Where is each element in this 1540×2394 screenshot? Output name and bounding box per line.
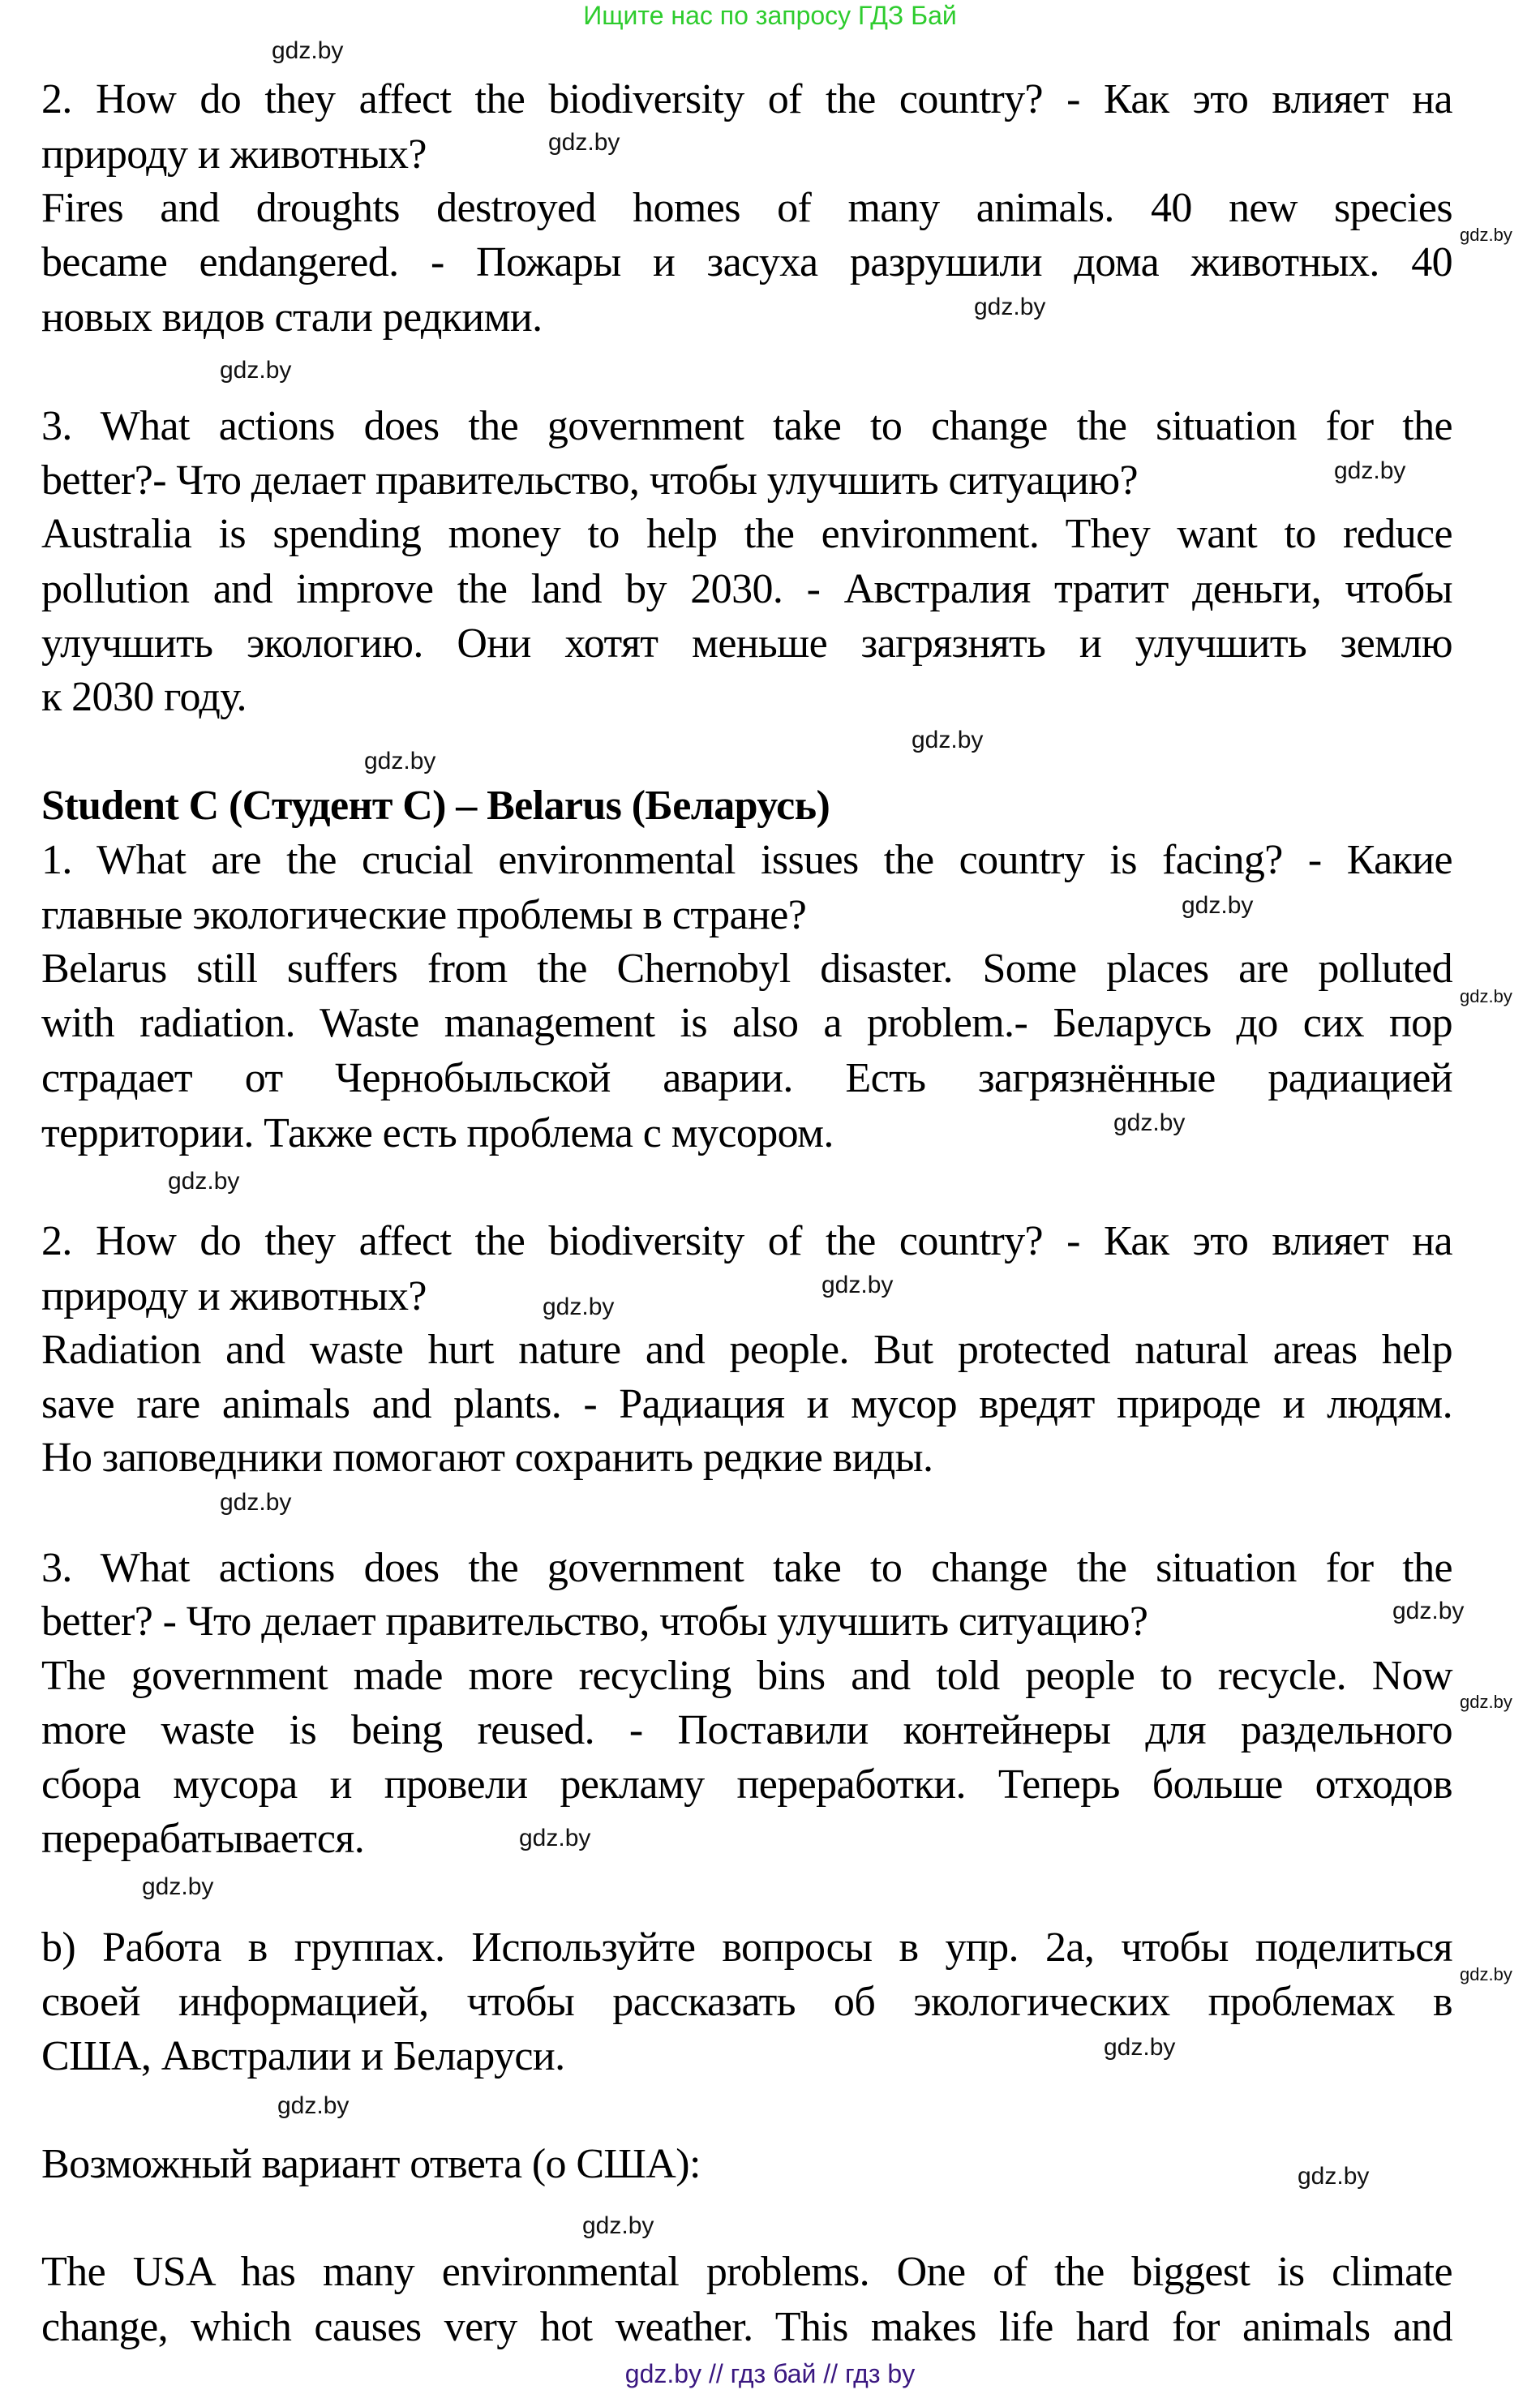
- sample-line: change, which causes very hot weather. This makes life hard for animals and: [41, 2304, 1452, 2350]
- watermark: gdz.by: [1460, 1964, 1512, 1984]
- answer-line: with radiation. Waste management is also a problem.- Беларусь до сих пор: [41, 1000, 1452, 1046]
- watermark: gdz.by: [364, 748, 436, 774]
- question-line: 3. What actions does the government take to change the situation for the: [41, 403, 1452, 449]
- answer-line: more waste is being reused. - Поставили контейнеры для раздельного: [41, 1707, 1452, 1753]
- answer-line: перерабатывается.: [41, 1816, 365, 1862]
- footer-links[interactable]: gdz.by // гдз бай // гдз by: [624, 2359, 916, 2388]
- question-line: 3. What actions does the government take to change the situation for the: [41, 1545, 1452, 1591]
- question-line: природу и животных?: [41, 1273, 427, 1319]
- watermark: gdz.by: [220, 1489, 292, 1516]
- answer-line: Australia is spending money to help the environment. They want to reduce: [41, 511, 1452, 557]
- watermark: gdz.by: [168, 1168, 240, 1195]
- answer-line: The government made more recycling bins and told people to recycle. Now: [41, 1653, 1452, 1699]
- watermark: gdz.by: [1334, 457, 1406, 484]
- answer-line: территории. Также есть проблема с мусором.: [41, 1110, 834, 1156]
- watermark: gdz.by: [1460, 1692, 1512, 1712]
- question-line: главные экологические проблемы в стране?: [41, 892, 807, 938]
- answer-line: к 2030 году.: [41, 674, 247, 720]
- student-c-heading: Student C (Студент C) – Belarus (Беларусь): [41, 783, 830, 829]
- question-line: 1. What are the crucial environmental issues the country is facing? - Какие: [41, 837, 1452, 883]
- watermark: gdz.by: [821, 1272, 894, 1298]
- answer-line: Fires and droughts destroyed homes of many animals. 40 new species: [41, 185, 1452, 231]
- answer-line: улучшить экологию. Они хотят меньше загрязнять и улучшить землю: [41, 620, 1452, 667]
- watermark: gdz.by: [1392, 1598, 1465, 1624]
- task-line: b) Работа в группах. Используйте вопросы в упр. 2а, чтобы поделиться: [41, 1924, 1452, 1971]
- watermark: gdz.by: [543, 1294, 615, 1320]
- task-line: США, Австралии и Беларуси.: [41, 2033, 565, 2079]
- question-line: 2. How do they affect the biodiversity of the country? - Как это влияет на: [41, 1218, 1452, 1264]
- watermark: gdz.by: [277, 2092, 350, 2119]
- watermark: gdz.by: [519, 1825, 591, 1851]
- watermark: gdz.by: [1460, 986, 1512, 1006]
- answer-line: Belarus still suffers from the Chernobyl disaster. Some places are polluted: [41, 946, 1452, 992]
- sample-heading: Возможный вариант ответа (о США):: [41, 2141, 701, 2187]
- answer-line: pollution and improve the land by 2030. - Австралия тратит деньги, чтобы: [41, 566, 1452, 612]
- watermark: gdz.by: [548, 129, 620, 156]
- question-line: better?- Что делает правительство, чтобы улучшить ситуацию?: [41, 457, 1138, 504]
- watermark: gdz.by: [582, 2212, 654, 2239]
- answer-line: новых видов стали редкими.: [41, 294, 543, 341]
- answer-line: сбора мусора и провели рекламу переработки. Теперь больше отходов: [41, 1761, 1452, 1808]
- sample-line: The USA has many environmental problems. One of the biggest is climate: [41, 2249, 1452, 2295]
- question-line: 2. How do they affect the biodiversity of the country? - Как это влияет на: [41, 76, 1452, 122]
- watermark: gdz.by: [220, 357, 292, 384]
- answer-line: Но заповедники помогают сохранить редкие виды.: [41, 1435, 933, 1481]
- answer-line: save rare animals and plants. - Радиация и мусор вредят природе и людям.: [41, 1381, 1452, 1427]
- watermark: gdz.by: [912, 727, 984, 753]
- watermark: gdz.by: [1104, 2034, 1176, 2061]
- watermark: gdz.by: [1460, 225, 1512, 245]
- answer-line: Radiation and waste hurt nature and people. But protected natural areas help: [41, 1327, 1452, 1373]
- search-banner[interactable]: Ищите нас по запросу ГДЗ Бай: [583, 1, 957, 30]
- answer-line: became endangered. - Пожары и засуха разрушили дома животных. 40: [41, 239, 1452, 285]
- watermark: gdz.by: [1113, 1109, 1186, 1136]
- question-line: better? - Что делает правительство, чтобы улучшить ситуацию?: [41, 1598, 1148, 1645]
- watermark: gdz.by: [1182, 892, 1254, 919]
- watermark: gdz.by: [272, 37, 344, 64]
- watermark: gdz.by: [1298, 2163, 1370, 2190]
- task-line: своей информацией, чтобы рассказать об экологических проблемах в: [41, 1979, 1452, 2025]
- answer-line: страдает от Чернобыльской аварии. Есть загрязнённые радиацией: [41, 1055, 1452, 1101]
- watermark: gdz.by: [974, 294, 1046, 320]
- question-line: природу и животных?: [41, 131, 427, 178]
- watermark: gdz.by: [142, 1873, 214, 1900]
